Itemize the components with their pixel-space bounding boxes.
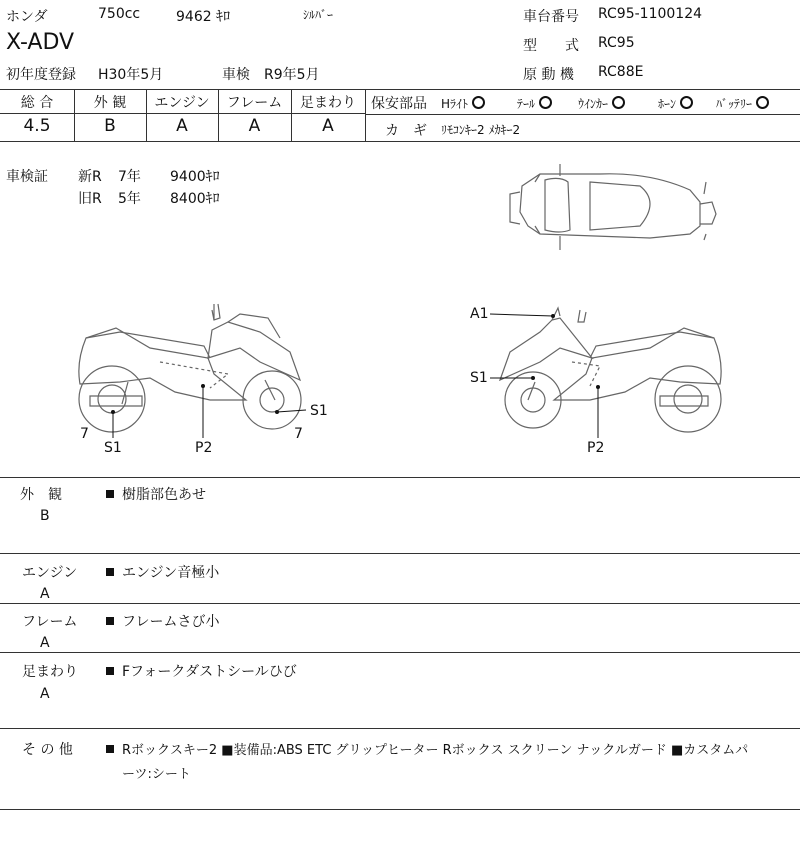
displacement: 750cc [98, 6, 141, 22]
divider [0, 477, 800, 478]
note-grade-frame: A [40, 635, 50, 651]
mileage: 9462 ｷﾛ [176, 9, 231, 25]
note-label-engine: エンジン [22, 565, 78, 581]
frame-number-label: 車台番号 [523, 9, 579, 25]
color: ｼﾙﾊﾞｰ [303, 8, 334, 22]
divider [0, 728, 800, 729]
inspection-label: 車検 [222, 67, 250, 83]
safety-item-turn-signal: ｳｲﾝｶｰ [578, 95, 625, 112]
bullet-square-icon [106, 617, 114, 625]
certificate-label: 車検証 [6, 169, 48, 185]
grade-header-overall: 総 合 [20, 95, 54, 111]
label-s1-right-view: S1 [470, 370, 488, 386]
first-registration-label: 初年度登録 [6, 67, 76, 83]
ok-circle-icon [539, 96, 552, 109]
note-label-exterior: 外 観 [20, 487, 62, 503]
note-label-frame: フレーム [22, 614, 78, 630]
ok-circle-icon [612, 96, 625, 109]
grade-value-exterior: B [104, 116, 116, 136]
type-value: RC95 [598, 35, 635, 51]
bullet-square-icon [106, 745, 114, 753]
certificate-new-km: 9400ｷﾛ [170, 169, 220, 185]
scooter-top-view-icon [510, 164, 716, 250]
type-label: 型 式 [523, 38, 579, 54]
ok-circle-icon [472, 96, 485, 109]
grade-value-engine: A [176, 116, 188, 136]
certificate-new-key: 新R [78, 169, 102, 185]
ok-circle-icon [756, 96, 769, 109]
note-text-frame: フレームさび小 [106, 611, 219, 631]
divider [0, 652, 800, 653]
divider [365, 89, 366, 141]
certificate-old-km: 8400ｷﾛ [170, 191, 220, 207]
bullet-square-icon [106, 568, 114, 576]
divider [0, 809, 800, 810]
grade-value-overall: 4.5 [23, 116, 51, 136]
grade-header-frame: フレーム [226, 95, 283, 111]
grade-value-suspension: A [322, 116, 334, 136]
divider [0, 89, 800, 90]
safety-item-taillight: ﾃｰﾙ [517, 95, 552, 112]
damage-diagram [0, 142, 800, 477]
scooter-right-side-view-icon [500, 308, 721, 432]
key-label: カ ギ [385, 123, 427, 139]
label-7-right: 7 [294, 426, 303, 442]
note-text-exterior: 樹脂部色あせ [106, 484, 206, 504]
divider [0, 553, 800, 554]
inspection-value: R9年5月 [264, 67, 320, 83]
note-grade-exterior: B [40, 508, 50, 524]
note-label-suspension: 足まわり [22, 664, 78, 680]
divider [365, 114, 800, 115]
grade-header-engine: エンジン [154, 95, 210, 111]
safety-item-battery: ﾊﾞｯﾃﾘｰ [716, 95, 769, 112]
note-label-other: そ の 他 [22, 742, 73, 758]
model-name: X-ADV [6, 30, 75, 55]
certificate-old-key: 旧R [78, 191, 102, 207]
label-a1: A1 [470, 306, 489, 322]
label-p2-left: P2 [195, 440, 213, 456]
certificate-new-years: 7年 [118, 169, 141, 185]
bullet-square-icon [106, 490, 114, 498]
note-text-other-continued: ーツ:シート [122, 767, 191, 782]
note-text-other: Rボックスキー2 ■装備品:ABS ETC グリップヒーター Rボックス スクリーン ナックルガード ■カスタムパ [106, 739, 748, 758]
key-value: ﾘﾓｺﾝｷｰ2 ﾒｶｷｰ2 [441, 123, 521, 137]
certificate-old-years: 5年 [118, 191, 141, 207]
grade-value-frame: A [248, 116, 261, 136]
safety-item-headlight: Hﾗｲﾄ [441, 95, 485, 112]
label-s1-right: S1 [310, 403, 328, 419]
first-registration-value: H30年5月 [98, 67, 164, 83]
label-p2-right: P2 [587, 440, 605, 456]
engine-model-value: RC88E [598, 64, 644, 80]
bullet-square-icon [106, 667, 114, 675]
note-grade-suspension: A [40, 686, 50, 702]
engine-model-label: 原 動 機 [523, 67, 574, 83]
safety-parts-label: 保安部品 [371, 96, 427, 112]
ok-circle-icon [680, 96, 693, 109]
frame-number-value: RC95-1100124 [598, 6, 703, 22]
divider [0, 113, 365, 114]
divider [0, 603, 800, 604]
note-text-engine: エンジン音極小 [106, 562, 219, 582]
grade-header-suspension: 足まわり [300, 95, 356, 111]
label-7-left: 7 [80, 426, 89, 442]
grade-header-exterior: 外 観 [93, 95, 127, 111]
label-s1-bottom: S1 [104, 440, 122, 456]
maker: ホンダ [6, 9, 48, 25]
safety-item-horn: ﾎｰﾝ [658, 95, 693, 112]
note-grade-engine: A [40, 586, 50, 602]
note-text-suspension: Fフォークダストシールひび [106, 661, 297, 681]
